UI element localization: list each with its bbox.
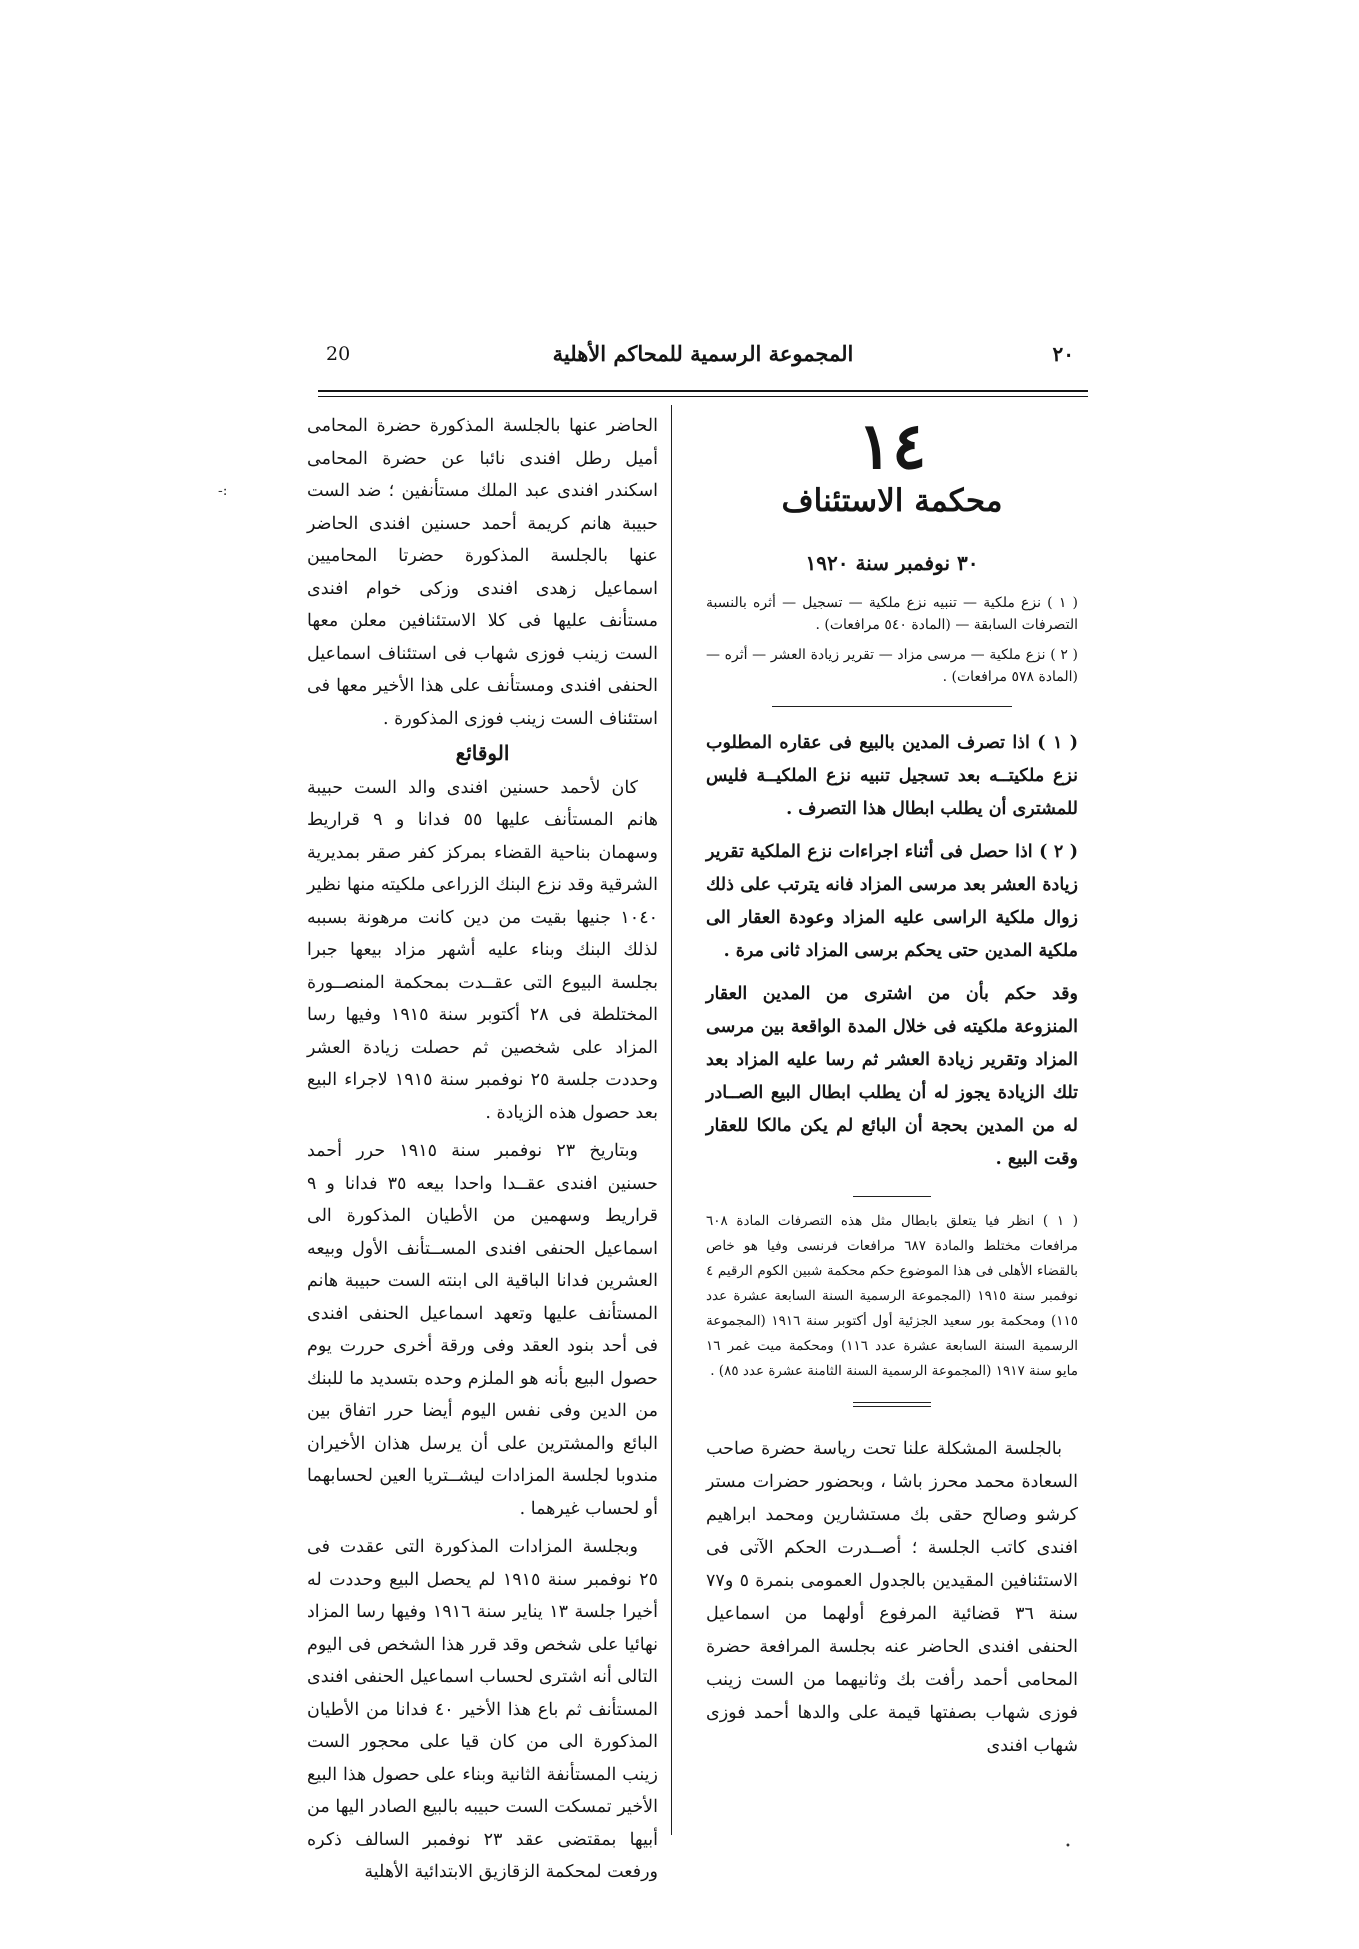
page-header xyxy=(318,343,1088,373)
facts-paragraph: وبتاريخ ٢٣ نوفمبر سنة ١٩١٥ حرر أحمد حسنين افندى عقــدا واحدا بيعه ٣٥ فدانا و ٩ قراريط وسهمين من الأطيان المذكورة الى اسماعيل الحنفى افندى المســتأنف الأول وبيعه العشرين فدانا الباقية الى ابنته الست حبيبة هانم المستأنف عليها وتعهد اسماعيل الحنفى افندى فى أحد بنود العقد وفى ورقة أخرى حررت يوم حصول البيع بأنه هو الملزم وحده بتسديد ما للبنك من الدين وفى نفس اليوم أيضا حرر اتفاق بين البائع والمشترين على أن يرسل هذان الأخيران مندوبا لجلسة المزادات ليشــتريا العين لحسابهما أو لحساب غيرهما . xyxy=(307,1141,658,1519)
keyword-item: ( ٢ ) نزع ملكية — مرسى مزاد — تقرير زيادة العشر — أثره — (المادة ٥٧٨ مرافعات) . xyxy=(706,647,1078,685)
case-date: ٣٠ نوفمبر سنة ١٩٢٠ xyxy=(805,551,979,575)
running-title: المجموعة الرسمية للمحاكم الأهلية xyxy=(552,341,854,366)
court-name: محكمة الاستئناف xyxy=(781,483,1003,519)
principle-item: ( ٢ ) اذا حصل فى أثناء اجراءات نزع الملكية تقرير زيادة العشر بعد مرسى المزاد فانه يترتب على ذلك زوال ملكية الراسى عليه المزاد وعودة العقار الى ملكية المدين حتى يحكم برسى المزاد ثانى مرة . xyxy=(706,842,1078,961)
facts-paragraph: كان لأحمد حسنين افندى والد الست حبيبة هانم المستأنف عليها ٥٥ فدانا و ٩ قراريط وسهمان بناحية القضاء بمركز كفر صقر بمديرية الشرقية وقد نزع البنك الزراعى ملكيته منها نظير ١٠٤٠ جنيها بقيت من دين كانت مرهونة بسببه لذلك البنك وبناء عليه أشهر مزاد بيعها جبرا بجلسة البيوع التى عقــدت بمحكمة المنصــورة المختلطة فى ٢٨ أكتوبر سنة ١٩١٥ وفيها رسا المزاد على شخصين ثم حصلت زيادة العشر وحددت جلسة ٢٥ نوفمبر سنة ١٩١٥ لاجراء البيع بعد حصول هذه الزيادة . xyxy=(307,777,659,1123)
facts-heading: الوقائع xyxy=(455,741,510,765)
keyword-item: ( ١ ) نزع ملكية — تنبيه نزع ملكية — تسجيل — أثره بالنسبة التصرفات السابقة — (المادة ٥٤٠ مرافعات) . xyxy=(706,595,1078,633)
header-rule-thin xyxy=(318,396,1088,397)
double-divider xyxy=(853,1402,931,1407)
facts-paragraph: وبجلسة المزادات المذكورة التى عقدت فى ٢٥ نوفمبر سنة ١٩١٥ لم يحصل البيع وحددت له أخيرا جلسة ١٣ يناير سنة ١٩١٦ وفيها رسا المزاد نهائيا على شخص وقد قرر هذا الشخص فى اليوم التالى أنه اشترى لحساب اسماعيل الحنفى افندى المستأنف ثم باع هذا الأخير ٤٠ فدانا من الأطيان المذكورة الى من كان قيا على محجور الست زينب المستأنفة الثانية وبناء على حصول هذا البيع الأخير تمسكت الست حبيبه بالبيع الصادر اليها من أبيها بمقتضى عقد ٢٣ نوفمبر السالف ذكره ورفعت لمحكمة الزقازيق الابتدائية الأهلية xyxy=(307,1537,658,1882)
column-divider xyxy=(671,405,672,1835)
header-rule-thick xyxy=(318,390,1088,392)
section-divider xyxy=(772,706,1012,707)
ruling-summary: وقد حكم بأن من اشترى من المدين العقار المنزوعة ملكيته فى خلال المدة الواقعة بين مرسى المزاد وتقرير زيادة العشر ثم رسا عليه المزاد بعد تلك الزيادة يجوز له أن يطلب ابطال البيع الصــادر له من المدين بحجة أن البائع لم يكن مالكا للعقار وقت البيع . xyxy=(706,984,1078,1169)
left-column xyxy=(307,410,658,1889)
principle-item: ( ١ ) اذا تصرف المدين بالبيع فى عقاره المطلوب نزع ملكيتــه بعد تسجيل تنبيه نزع الملكيــة فليس للمشترى أن يطلب ابطال هذا التصرف . xyxy=(706,733,1079,819)
footnote: ( ١ ) انظر فيا يتعلق بابطال مثل هذه التصرفات المادة ٦٠٨ مرافعات مختلط والمادة ٦٨٧ مرافعات فرنسى وفيا هو خاص بالقضاء الأهلى فى هذا الموضوع حكم محكمة شبين الكوم الرقيم ٤ نوفمبر سنة ١٩١٥ (المجموعة الرسمية السنة السابعة عشرة عدد ١١٥) ومحكمة بور سعيد الجزئية أول أكتوبر سنة ١٩١٦ (المجموعة الرسمية السنة السابعة عشرة عدد ١١٦) ومحكمة ميت غمر ١٦ مايو سنة ١٩١٧ (المجموعة الرسمية السنة الثامنة عشرة عدد ٨٥) . xyxy=(706,1213,1079,1379)
page-number-right: ٢٠ xyxy=(1052,342,1074,366)
case-keywords xyxy=(706,592,1078,688)
judgment-intro xyxy=(706,1433,1078,1763)
parties-paragraph: الحاضر عنها بالجلسة المذكورة حضرة المحامى أميل رطل افندى نائبا عن حضرة المحامى اسكندر افندى عبد الملك مستأنفين ؛ ضد الست حبيبة هانم كريمة أحمد حسنين افندى الحاضر عنها بالجلسة المذكورة حضرتا المحاميين اسماعيل زهدى افندى وزكى خوام افندى مستأنف عليها فى كلا الاستئنافين معلن معها الست زينب فوزى شهاب فى استئناف اسماعيل الحنفى افندى ومستأنف على هذا الأخير معها فى استئناف الست زينب فوزى المذكورة . xyxy=(307,416,658,729)
footnote-divider xyxy=(853,1196,931,1197)
case-number: ١٤ xyxy=(857,409,927,484)
right-column xyxy=(706,410,1078,1763)
scan-dot: • xyxy=(1065,1841,1071,1852)
judgment-paragraph: بالجلسة المشكلة علنا تحت رياسة حضرة صاحب السعادة محمد محرز باشا ، وبحضور حضرات مستر كرشو وصالح حقى بك مستشارين ومحمد ابراهيم افندى كاتب الجلسة ؛ أصــدرت الحكم الآتى فى الاستئنافين المقيدين بالجدول العمومى بنمرة ٥ و٧٧ سنة ٣٦ قضائية المرفوع أولهما من اسماعيل الحنفى افندى الحاضر عنه بجلسة المرافعة حضرة المحامى أحمد رأفت بك وثانيهما من الست زينب فوزى شهاب بصفتها قيمة على والدها أحمد فوزى شهاب افندى xyxy=(706,1439,1079,1756)
legal-principles xyxy=(706,727,1078,1176)
scan-mark: -: xyxy=(218,483,228,499)
page-number-left: 20 xyxy=(326,343,351,365)
